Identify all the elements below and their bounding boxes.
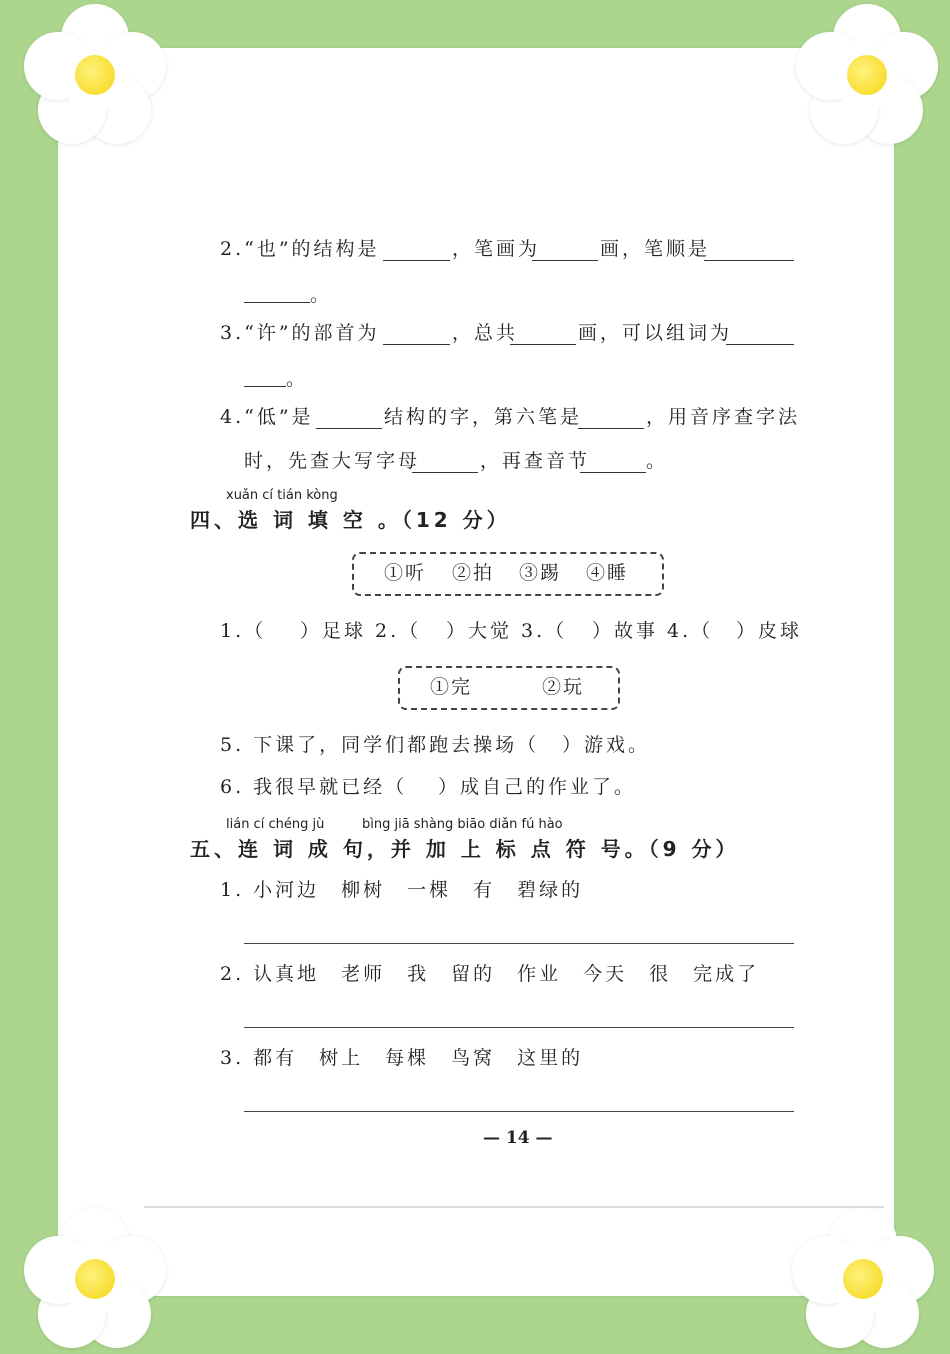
item3-text-b: ，总共	[452, 322, 519, 344]
item2-text-a: 2.“也”的结构是	[220, 238, 380, 260]
item4-blank-2[interactable]	[578, 428, 644, 429]
word-box-1	[352, 552, 664, 596]
item4-blank-3[interactable]	[412, 472, 478, 473]
item4-text-d: 时，先查大写字母	[244, 450, 421, 472]
option-4: ④睡	[586, 562, 629, 584]
item3-blank-3[interactable]	[726, 344, 794, 345]
item6-text-b: ）成自己的作业了。	[438, 776, 637, 798]
section5-pinyin-a: lián cí chéng jù	[226, 817, 325, 832]
item3-blank-1[interactable]	[383, 344, 450, 345]
item5-text-a: 5. 下课了，同学们都跑去操场（	[220, 734, 540, 756]
fill-row-part-3: ）大觉 3.（	[446, 620, 568, 642]
flower-decoration-top-left	[20, 0, 170, 150]
answer-line-1[interactable]	[244, 943, 794, 944]
item4-blank-1[interactable]	[316, 428, 382, 429]
option-1: ①听	[384, 562, 427, 584]
item2-blank-3[interactable]	[704, 260, 794, 261]
item4-text-a: 4.“低”是	[220, 406, 314, 428]
item2-blank-1[interactable]	[383, 260, 450, 261]
option-wan-play: ②玩	[542, 676, 585, 698]
section4-title: 四、选 词 填 空 。（12 分）	[190, 508, 511, 532]
fill-row-part-1: 1.（	[220, 620, 267, 642]
page-number: — 14 —	[483, 1128, 553, 1148]
flower-decoration-bottom-left	[20, 1204, 170, 1354]
section5-title: 五、连 词 成 句，并 加 上 标 点 符 号。（9 分）	[190, 837, 740, 861]
item3-blank-3-cont[interactable]	[244, 386, 286, 387]
item2-text-c: 画，笔顺是	[600, 238, 711, 260]
option-wan-complete: ①完	[430, 676, 473, 698]
item2-text-b: ，笔画为	[452, 238, 541, 260]
item4-blank-4[interactable]	[580, 472, 646, 473]
fill-row-part-5: ）皮球	[736, 620, 803, 642]
item3-text-a: 3.“许”的部首为	[220, 322, 380, 344]
sentence-item-1: 1. 小河边 柳树 一棵 有 碧绿的	[220, 879, 584, 901]
word-box-2	[398, 666, 620, 710]
item4-end: 。	[646, 450, 669, 472]
sentence-item-2: 2. 认真地 老师 我 留的 作业 今天 很 完成了	[220, 963, 760, 985]
fill-row-part-2: ）足球 2.（	[300, 620, 422, 642]
fill-row-part-4: ）故事 4.（	[592, 620, 714, 642]
footer-divider	[144, 1206, 884, 1208]
item3-text-c: 画，可以组词为	[578, 322, 733, 344]
option-3: ③踢	[519, 562, 562, 584]
item2-blank-2[interactable]	[532, 260, 598, 261]
item6-text-a: 6. 我很早就已经（	[220, 776, 408, 798]
answer-line-3[interactable]	[244, 1111, 794, 1112]
item4-text-b: 结构的字，第六笔是	[384, 406, 583, 428]
item4-text-e: ，再查音节	[480, 450, 591, 472]
item3-end: 。	[286, 368, 309, 390]
item2-blank-3-cont[interactable]	[244, 302, 310, 303]
section4-pinyin: xuǎn cí tián kòng	[226, 488, 338, 503]
item5-text-b: ）游戏。	[562, 734, 651, 756]
sentence-item-3: 3. 都有 树上 每棵 鸟窝 这里的	[220, 1047, 584, 1069]
section5-pinyin-b: bìng jiā shàng biāo diǎn fú hào	[362, 817, 563, 832]
item4-text-c: ，用音序查字法	[646, 406, 801, 428]
flower-decoration-top-right	[792, 0, 942, 150]
flower-decoration-bottom-right	[788, 1204, 938, 1354]
item3-blank-2[interactable]	[510, 344, 576, 345]
item2-end: 。	[310, 284, 333, 306]
option-2: ②拍	[452, 562, 495, 584]
answer-line-2[interactable]	[244, 1027, 794, 1028]
